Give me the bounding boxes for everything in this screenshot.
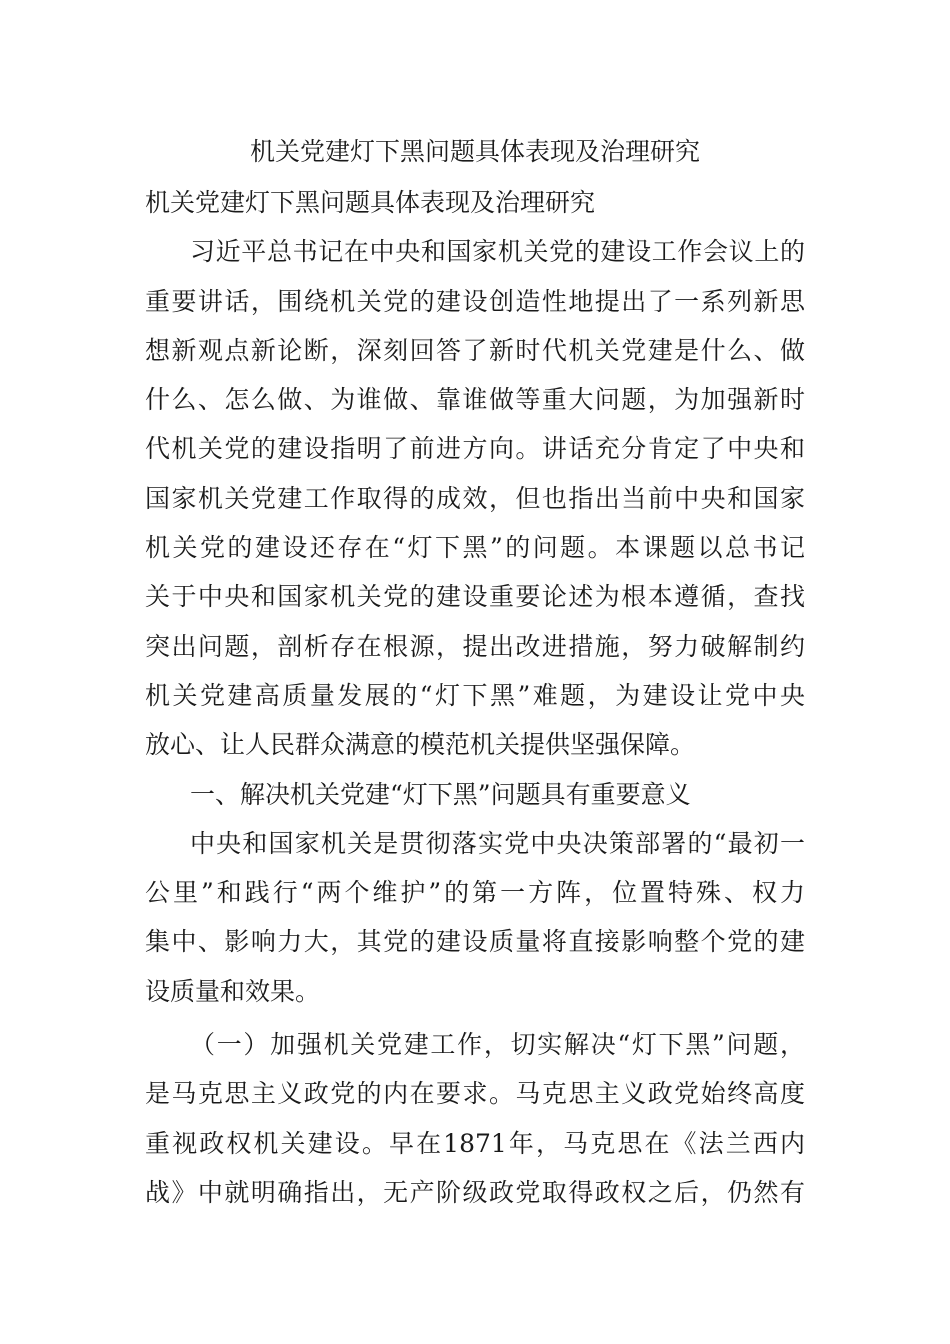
paragraph-line: 设质量和效果。 [145, 976, 321, 1006]
paragraph-line: 代机关党的建设指明了前进方向。讲话充分肯定了中央和 [145, 434, 805, 464]
paragraph-line: 突出问题，剖析存在根源，提出改进措施，努力破解制约 [145, 631, 805, 661]
paragraph-line: 重要讲话，围绕机关党的建设创造性地提出了一系列新思 [145, 286, 805, 316]
subtitle-line: 机关党建灯下黑问题具体表现及治理研究 [145, 188, 596, 217]
paragraph-line: 是马克思主义政党的内在要求。马克思主义政党始终高度 [145, 1079, 805, 1109]
paragraph-line: 习近平总书记在中央和国家机关党的建设工作会议上的 [190, 237, 805, 267]
paragraph-line: 放心、让人民群众满意的模范机关提供坚强保障。 [145, 730, 696, 760]
document-title: 机关党建灯下黑问题具体表现及治理研究 [249, 137, 700, 166]
document-body [145, 178, 805, 1217]
paragraph-line: 战》中就明确指出，无产阶级政党取得政权之后，仍然有 [145, 1177, 805, 1207]
paragraph-line: 国家机关党建工作取得的成效，但也指出当前中央和国家 [145, 483, 805, 513]
paragraph-line: 公里”和践行“两个维护”的第一方阵，位置特殊、权力 [145, 878, 805, 908]
paragraph-line: 机关党的建设还存在“灯下黑”的问题。本课题以总书记 [145, 533, 805, 563]
paragraph-line: 机关党建高质量发展的“灯下黑”难题，为建设让党中央 [145, 680, 805, 710]
paragraph-line: 什么、怎么做、为谁做、靠谁做等重大问题，为加强新时 [145, 385, 805, 415]
paragraph-line: 关于中央和国家机关党的建设重要论述为根本遵循，查找 [145, 582, 805, 612]
paragraph-line: 中央和国家机关是贯彻落实党中央决策部署的“最初一 [190, 828, 805, 858]
paragraph-line: 想新观点新论断，深刻回答了新时代机关党建是什么、做 [145, 335, 805, 365]
paragraph-line: 集中、影响力大，其党的建设质量将直接影响整个党的建 [145, 927, 805, 957]
section-heading: 一、解决机关党建“灯下黑”问题具有重要意义 [190, 779, 691, 809]
subsection-heading-line: （一）加强机关党建工作，切实解决“灯下黑”问题， [190, 1030, 805, 1060]
paragraph-line: 重视政权机关建设。早在1871年，马克思在《法兰西内 [145, 1128, 805, 1158]
